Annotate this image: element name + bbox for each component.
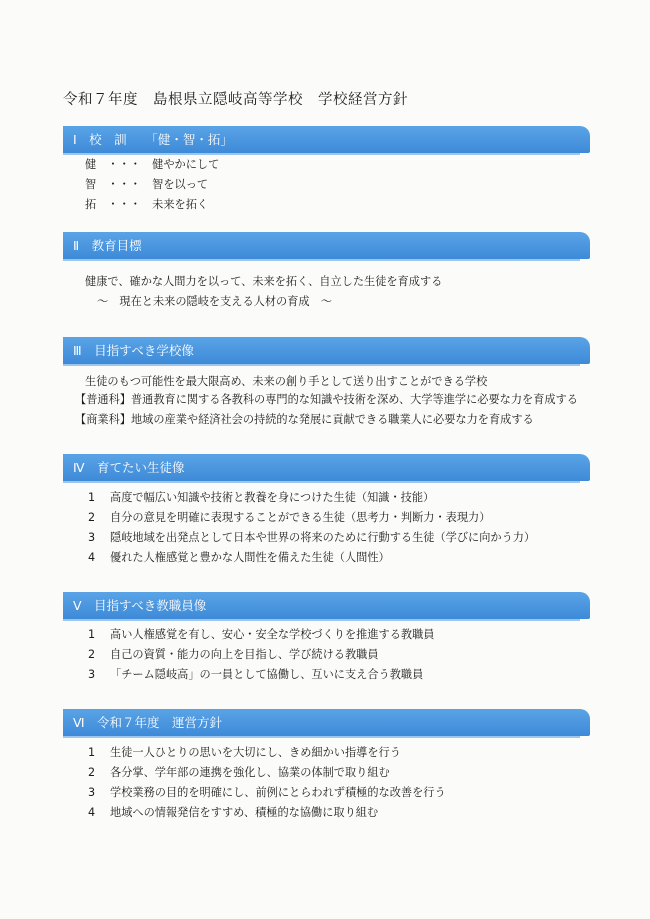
list-item: 自己の資質・能力の向上を目指し、学び続ける教職員: [110, 648, 379, 661]
list-item: 高い人権感覚を有し、安心・安全な学校づくりを推進する教職員: [110, 628, 435, 641]
school-vision-line: 【商業科】地域の産業や経済社会の持続的な発展に貢献できる職業人に必要な力を育成する: [75, 413, 534, 426]
section-6-header: Ⅵ 令和７年度 運営方針: [63, 709, 590, 736]
list-item-number: 4: [88, 806, 96, 819]
goal-subline: ～ 現在と未来の隠岐を支える人材の育成 ～: [97, 295, 332, 308]
document-title: 令和７年度 島根県立隠岐高等学校 学校経営方針: [63, 92, 408, 108]
list-item: 隠岐地域を出発点として日本や世界の将来のために行動する生徒（学びに向かう力）: [110, 531, 536, 544]
list-item-number: 2: [88, 511, 96, 524]
list-item-number: 2: [88, 648, 96, 661]
list-item: 地域への情報発信をすすめ、積極的な協働に取り組む: [110, 806, 379, 819]
section-1-header: Ⅰ 校 訓 「健・智・拓」: [63, 126, 590, 153]
motto-line: 拓 ・・・ 未来を拓く: [85, 198, 209, 211]
goal-line: 健康で、確かな人間力を以って、未来を拓く、自立した生徒を育成する: [85, 275, 443, 288]
school-vision-line: 生徒のもつ可能性を最大限高め、未来の創り手として送り出すことができる学校: [85, 375, 488, 388]
list-item: 生徒一人ひとりの思いを大切にし、きめ細かい指導を行う: [110, 746, 401, 759]
list-item-number: 3: [88, 668, 96, 681]
list-item-number: 4: [88, 551, 96, 564]
list-item-number: 1: [88, 628, 96, 641]
list-item-number: 1: [88, 491, 96, 504]
list-item: 優れた人権感覚と豊かな人間性を備えた生徒（人間性）: [110, 551, 390, 564]
section-2-header: Ⅱ 教育目標: [63, 232, 590, 259]
section-3-header: Ⅲ 目指すべき学校像: [63, 337, 590, 364]
section-4-header: Ⅳ 育てたい生徒像: [63, 454, 590, 481]
list-item-number: 2: [88, 766, 96, 779]
list-item: 「チーム隠岐高」の一員として協働し、互いに支え合う教職員: [110, 668, 424, 681]
school-vision-line: 【普通科】普通教育に関する各教科の専門的な知識や技術を深め、大学等進学に必要な力を育成する: [75, 393, 578, 406]
list-item: 各分掌、学年部の連携を強化し、協業の体制で取り組む: [110, 766, 390, 779]
section-5-header: Ⅴ 目指すべき教職員像: [63, 592, 590, 619]
list-item-number: 3: [88, 786, 96, 799]
motto-line: 智 ・・・ 智を以って: [85, 178, 209, 191]
list-item-number: 3: [88, 531, 96, 544]
list-item: 自分の意見を明確に表現することができる生徒（思考力・判断力・表現力）: [110, 511, 491, 524]
list-item: 学校業務の目的を明確にし、前例にとらわれず積極的な改善を行う: [110, 786, 446, 799]
list-item-number: 1: [88, 746, 96, 759]
list-item: 高度で幅広い知識や技術と教養を身につけた生徒（知識・技能）: [110, 491, 435, 504]
motto-line: 健 ・・・ 健やかにして: [85, 158, 220, 171]
